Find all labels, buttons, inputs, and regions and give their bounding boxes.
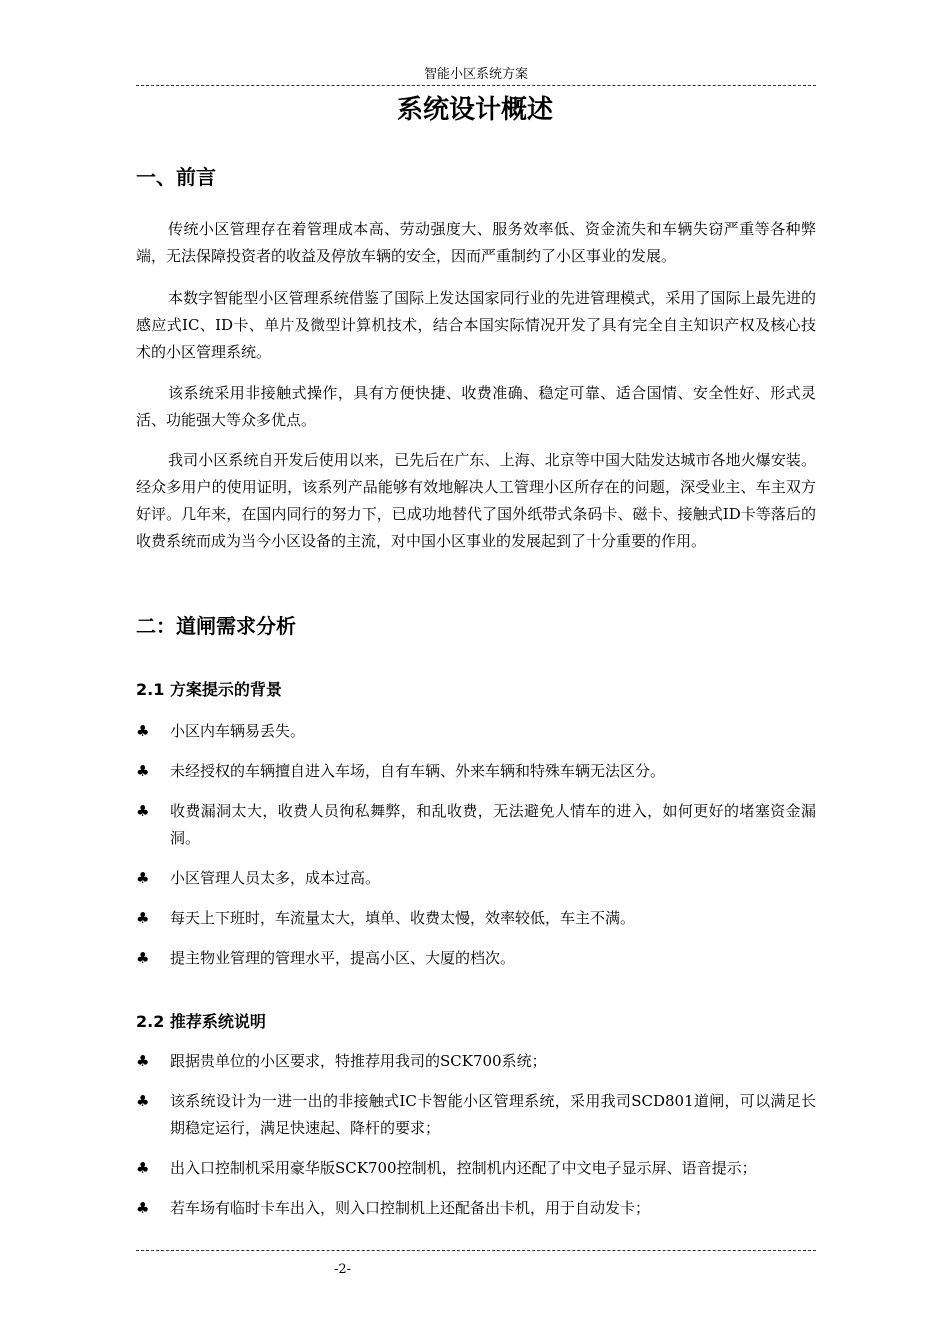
subsection-heading-recommended-system: 2.2 推荐系统说明 <box>136 1012 266 1031</box>
list-item: ♣ 跟据贵单位的小区要求，特推荐用我司的SCK700系统； <box>136 1048 816 1075</box>
club-icon: ♣ <box>136 1159 150 1177</box>
header-title: 智能小区系统方案 <box>423 67 528 82</box>
list-item: ♣ 未经授权的车辆擅自进入车场，自有车辆、外来车辆和特殊车辆无法区分。 <box>136 758 816 785</box>
preface-paragraph-1: 传统小区管理存在着管理成本高、劳动强度大、服务效率低、资金流失和车辆失窃严重等各种弊端，无法保障投资者的收益及停放车辆的安全，因而严重制约了小区事业的发展。 <box>136 220 816 265</box>
list-item: ♣ 小区内车辆易丢失。 <box>136 718 816 745</box>
recommended-system-bullet-list <box>136 1048 816 1235</box>
club-icon: ♣ <box>136 1052 150 1070</box>
section-heading-preface: 一、前言 <box>136 165 216 189</box>
club-icon: ♣ <box>136 949 150 967</box>
background-bullet-list <box>136 718 816 985</box>
list-item: ♣ 提主物业管理的管理水平，提高小区、大厦的档次。 <box>136 945 816 972</box>
club-icon: ♣ <box>136 909 150 927</box>
document-title: 系统设计概述 <box>396 95 553 125</box>
page-header <box>136 66 816 90</box>
club-icon: ♣ <box>136 1092 150 1110</box>
header-divider <box>136 85 816 86</box>
page-footer <box>136 1250 816 1290</box>
subsection-heading-background: 2.1 方案提示的背景 <box>136 680 282 699</box>
list-item: ♣ 收费漏洞太大，收费人员徇私舞弊，和乱收费，无法避免人情车的进入，如何更好的堵塞资金漏洞。 <box>136 798 816 852</box>
list-item: ♣ 若车场有临时卡车出入，则入口控制机上还配备出卡机，用于自动发卡； <box>136 1195 816 1222</box>
club-icon: ♣ <box>136 1199 150 1217</box>
preface-paragraph-4: 我司小区系统自开发后使用以来，已先后在广东、上海、北京等中国大陆发达城市各地火爆安装。经众多用户的使用证明，该系列产品能够有效地解决人工管理小区所存在的问题，深受业主、车主双方好评。几年来，在国内同行的努力下，已成功地替代了国外纸带式条码卡、磁卡、接触式ID卡等落后的收费系统而成为当今小区设备的主流，对中国小区事业的发展起到了十分重要的作用。 <box>136 451 816 550</box>
page-number: -2- <box>334 1262 352 1277</box>
club-icon: ♣ <box>136 762 150 780</box>
list-item: ♣ 该系统设计为一进一出的非接触式IC卡智能小区管理系统，采用我司SCD801道闸，可以满足长期稳定运行，满足快速起、降杆的要求； <box>136 1088 816 1142</box>
list-item: ♣ 每天上下班时，车流量太大，填单、收费太慢，效率较低，车主不满。 <box>136 905 816 932</box>
club-icon: ♣ <box>136 722 150 740</box>
footer-divider <box>136 1250 816 1251</box>
club-icon: ♣ <box>136 869 150 887</box>
preface-paragraph-3: 该系统采用非接触式操作，具有方便快捷、收费准确、稳定可靠、适合国情、安全性好、形式灵活、功能强大等众多优点。 <box>136 384 816 429</box>
preface-paragraph-2: 本数字智能型小区管理系统借鉴了国际上发达国家同行业的先进管理模式，采用了国际上最先进的感应式IC、ID卡、单片及微型计算机技术，结合本国实际情况开发了具有完全自主知识产权及核心技术的小区管理系统。 <box>136 289 816 361</box>
list-item: ♣ 出入口控制机采用豪华版SCK700控制机，控制机内还配了中文电子显示屏、语音提示； <box>136 1155 816 1182</box>
section-heading-requirements: 二：道闸需求分析 <box>136 614 296 638</box>
club-icon: ♣ <box>136 802 150 820</box>
list-item: ♣ 小区管理人员太多，成本过高。 <box>136 865 816 892</box>
